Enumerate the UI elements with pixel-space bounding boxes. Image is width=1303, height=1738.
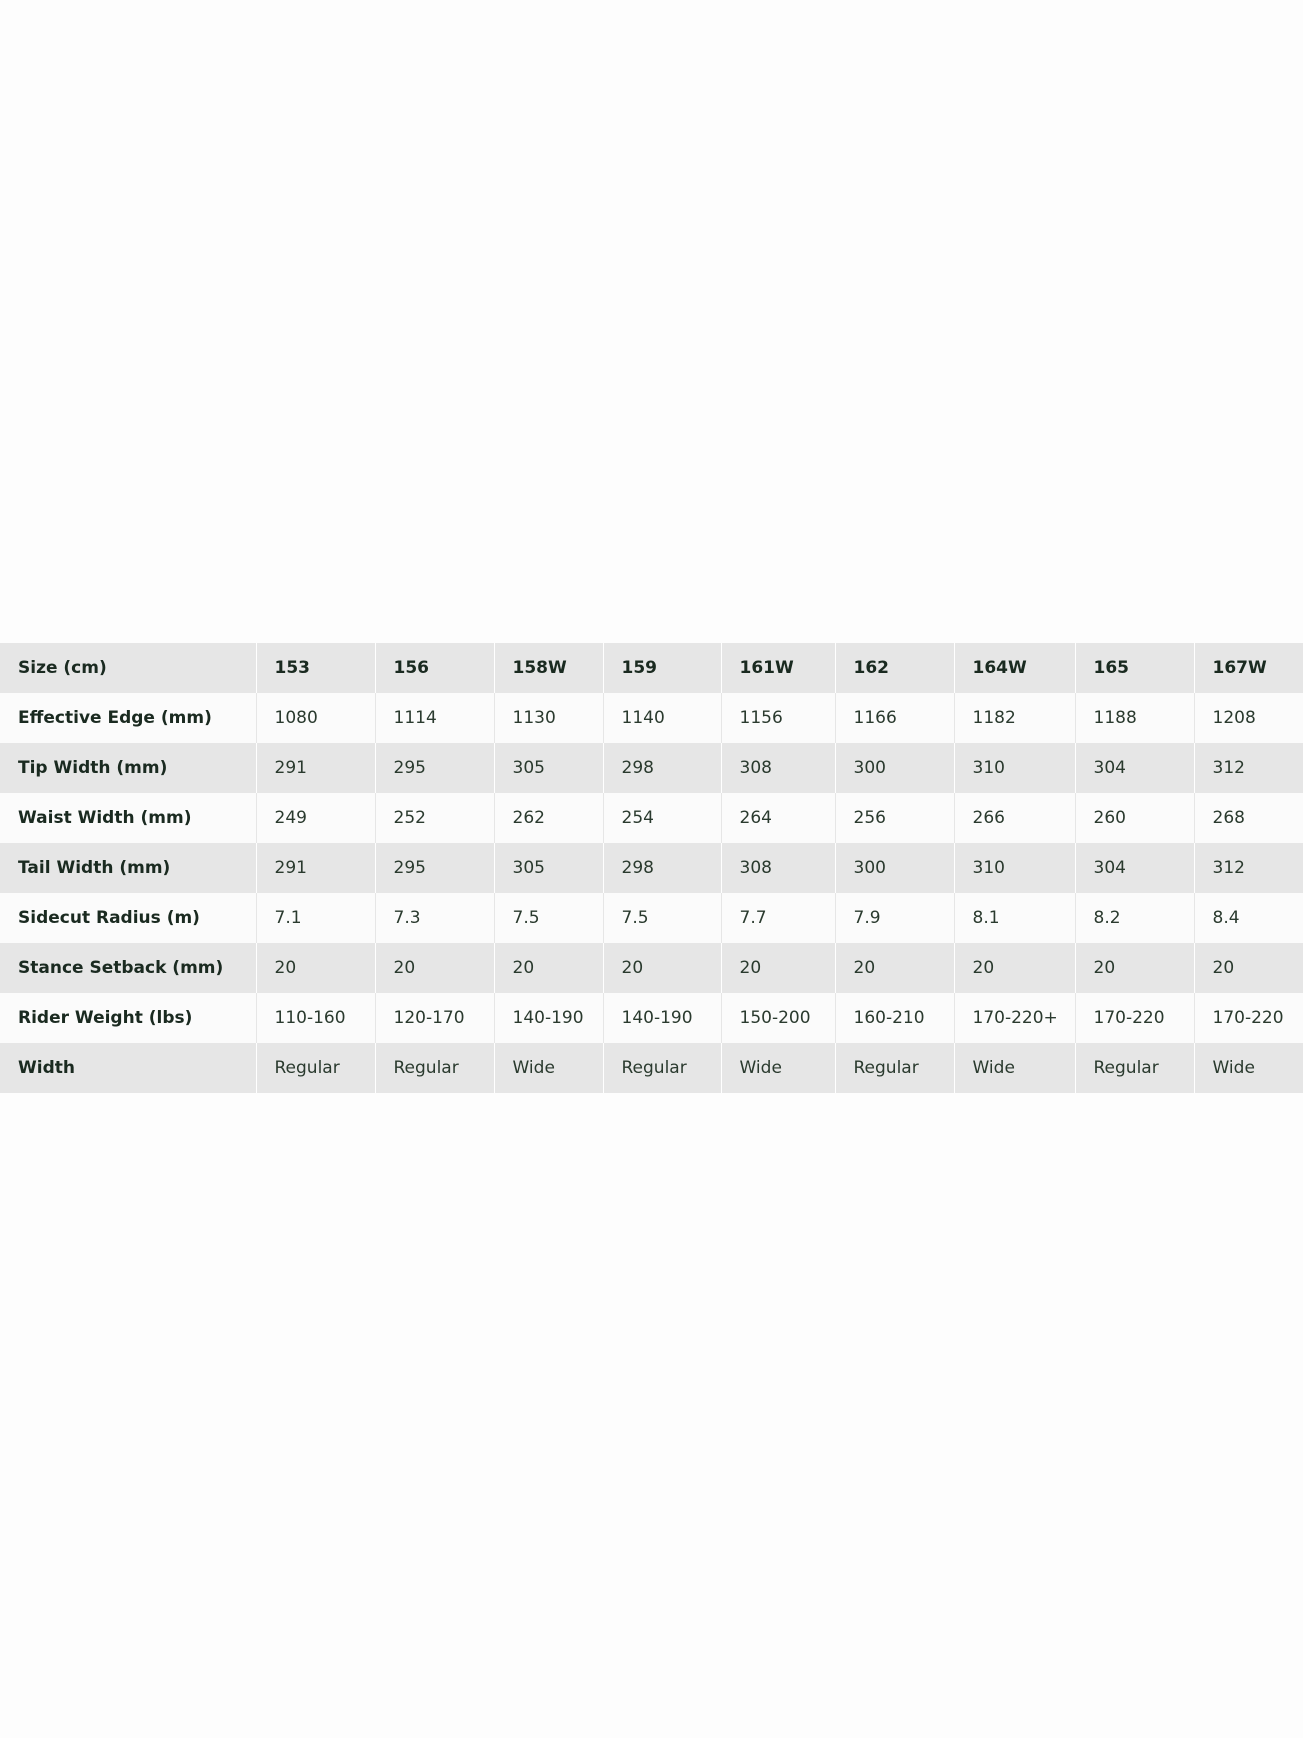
spec-value-cell: 8.4 <box>1194 893 1303 943</box>
spec-value-cell: 1156 <box>721 693 835 743</box>
spec-value-cell: 20 <box>1194 943 1303 993</box>
spec-value-cell: Regular <box>1075 1043 1194 1093</box>
size-header-cell: 161W <box>721 643 835 693</box>
spec-value-cell: 150-200 <box>721 993 835 1043</box>
spec-value-cell: 160-210 <box>835 993 954 1043</box>
spec-value-cell: 254 <box>603 793 721 843</box>
spec-value-cell: 170-220+ <box>954 993 1075 1043</box>
spec-value-cell: Regular <box>835 1043 954 1093</box>
spec-value-cell: 7.9 <box>835 893 954 943</box>
spec-value-cell: 295 <box>375 743 494 793</box>
spec-value-cell: 295 <box>375 843 494 893</box>
spec-value-cell: 8.2 <box>1075 893 1194 943</box>
spec-value-cell: 110-160 <box>256 993 375 1043</box>
spec-value-cell: 1208 <box>1194 693 1303 743</box>
spec-value-cell: 20 <box>721 943 835 993</box>
spec-value-cell: 7.1 <box>256 893 375 943</box>
table-row <box>0 843 1303 893</box>
spec-value-cell: Wide <box>721 1043 835 1093</box>
spec-value-cell: 310 <box>954 843 1075 893</box>
spec-value-cell: 305 <box>494 843 603 893</box>
spec-value-cell: 308 <box>721 843 835 893</box>
size-header-cell: 156 <box>375 643 494 693</box>
spec-value-cell: 252 <box>375 793 494 843</box>
spec-value-cell: 291 <box>256 843 375 893</box>
spec-value-cell: 1114 <box>375 693 494 743</box>
spec-value-cell: Wide <box>954 1043 1075 1093</box>
spec-value-cell: 249 <box>256 793 375 843</box>
spec-value-cell: 20 <box>954 943 1075 993</box>
spec-value-cell: 1166 <box>835 693 954 743</box>
table-row <box>0 743 1303 793</box>
row-label: Tail Width (mm) <box>0 843 256 893</box>
row-label: Waist Width (mm) <box>0 793 256 843</box>
spec-value-cell: 1140 <box>603 693 721 743</box>
table-row <box>0 993 1303 1043</box>
spec-value-cell: 298 <box>603 743 721 793</box>
size-header-cell: 164W <box>954 643 1075 693</box>
row-label: Sidecut Radius (m) <box>0 893 256 943</box>
spec-value-cell: 140-190 <box>494 993 603 1043</box>
spec-value-cell: 260 <box>1075 793 1194 843</box>
spec-value-cell: 1188 <box>1075 693 1194 743</box>
spec-value-cell: 1080 <box>256 693 375 743</box>
spec-value-cell: 305 <box>494 743 603 793</box>
size-header-cell: 158W <box>494 643 603 693</box>
spec-value-cell: Regular <box>375 1043 494 1093</box>
spec-value-cell: 20 <box>1075 943 1194 993</box>
table-header-row <box>0 643 1303 693</box>
spec-value-cell: 7.7 <box>721 893 835 943</box>
row-label: Tip Width (mm) <box>0 743 256 793</box>
table-row <box>0 893 1303 943</box>
spec-value-cell: 312 <box>1194 843 1303 893</box>
row-label: Rider Weight (lbs) <box>0 993 256 1043</box>
spec-value-cell: 120-170 <box>375 993 494 1043</box>
spec-value-cell: 20 <box>603 943 721 993</box>
spec-value-cell: 300 <box>835 743 954 793</box>
size-spec-table <box>0 643 1303 1093</box>
spec-value-cell: 170-220 <box>1075 993 1194 1043</box>
size-header-cell: 162 <box>835 643 954 693</box>
spec-value-cell: 20 <box>256 943 375 993</box>
row-label: Stance Setback (mm) <box>0 943 256 993</box>
spec-value-cell: 1182 <box>954 693 1075 743</box>
spec-value-cell: 304 <box>1075 743 1194 793</box>
spec-value-cell: 308 <box>721 743 835 793</box>
spec-value-cell: 256 <box>835 793 954 843</box>
row-label: Effective Edge (mm) <box>0 693 256 743</box>
spec-value-cell: 312 <box>1194 743 1303 793</box>
spec-value-cell: 8.1 <box>954 893 1075 943</box>
table-row <box>0 1043 1303 1093</box>
spec-value-cell: 300 <box>835 843 954 893</box>
table-row <box>0 793 1303 843</box>
spec-value-cell: 7.5 <box>603 893 721 943</box>
spec-value-cell: 262 <box>494 793 603 843</box>
size-header-cell: 167W <box>1194 643 1303 693</box>
spec-value-cell: Wide <box>1194 1043 1303 1093</box>
spec-value-cell: Regular <box>256 1043 375 1093</box>
size-header-cell: 159 <box>603 643 721 693</box>
spec-value-cell: 20 <box>375 943 494 993</box>
size-header-cell: 153 <box>256 643 375 693</box>
spec-value-cell: 1130 <box>494 693 603 743</box>
spec-value-cell: 20 <box>835 943 954 993</box>
table-row <box>0 943 1303 993</box>
spec-value-cell: 298 <box>603 843 721 893</box>
spec-value-cell: 20 <box>494 943 603 993</box>
spec-value-cell: 7.5 <box>494 893 603 943</box>
spec-value-cell: Regular <box>603 1043 721 1093</box>
spec-value-cell: 268 <box>1194 793 1303 843</box>
size-header-cell: 165 <box>1075 643 1194 693</box>
spec-value-cell: 7.3 <box>375 893 494 943</box>
table-row <box>0 693 1303 743</box>
spec-value-cell: 140-190 <box>603 993 721 1043</box>
spec-value-cell: Wide <box>494 1043 603 1093</box>
spec-value-cell: 291 <box>256 743 375 793</box>
spec-value-cell: 264 <box>721 793 835 843</box>
spec-value-cell: 170-220 <box>1194 993 1303 1043</box>
spec-value-cell: 310 <box>954 743 1075 793</box>
spec-value-cell: 304 <box>1075 843 1194 893</box>
row-label: Width <box>0 1043 256 1093</box>
spec-table-body <box>0 643 1303 1093</box>
spec-value-cell: 266 <box>954 793 1075 843</box>
row-label: Size (cm) <box>0 643 256 693</box>
